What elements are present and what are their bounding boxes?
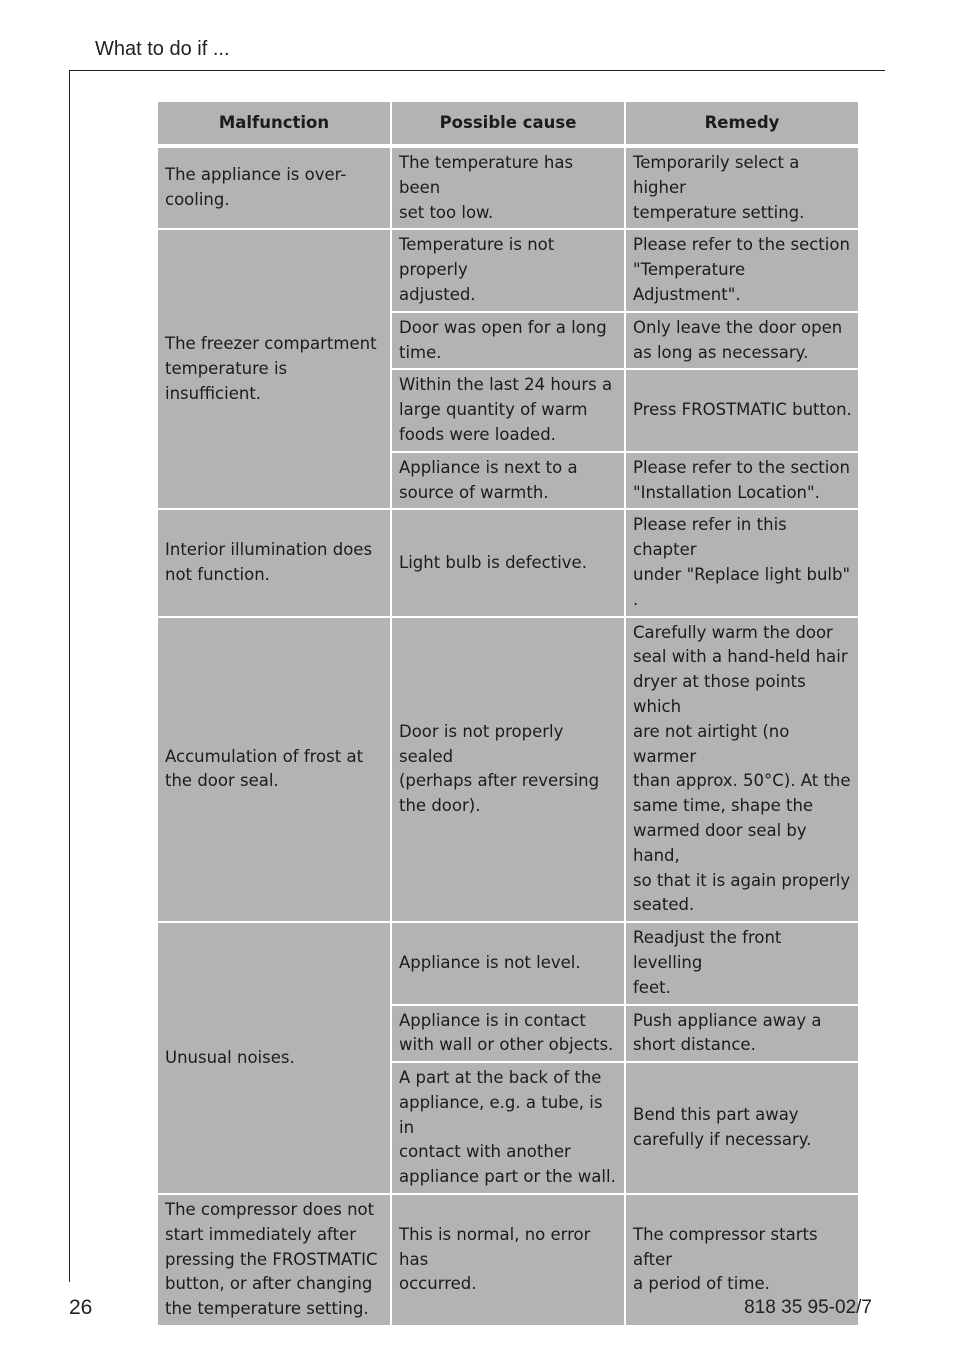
remedy-cell: Please refer to the section "Installation Location". — [626, 453, 858, 509]
cause-cell: Temperature is not properly adjusted. — [392, 230, 624, 310]
remedy-cell: Push appliance away a short distance. — [626, 1006, 858, 1062]
header-rule — [69, 70, 885, 71]
table-body — [158, 146, 858, 1325]
malfunction-cell: Unusual noises. — [158, 923, 390, 1193]
table-row — [158, 923, 858, 1003]
header-remedy: Remedy — [626, 102, 858, 144]
cause-cell: Door was open for a long time. — [392, 313, 624, 369]
page-header-title: What to do if ... — [95, 38, 230, 60]
remedy-cell: Please refer to the section "Temperature Adjustment". — [626, 230, 858, 310]
malfunction-cell: The freezer compartment temperature is insufficient. — [158, 230, 390, 508]
troubleshooting-table — [156, 100, 860, 1327]
header-possible-cause: Possible cause — [392, 102, 624, 144]
cause-cell: This is normal, no error has occurred. — [392, 1195, 624, 1325]
table-header-row — [158, 102, 858, 144]
remedy-cell: Only leave the door open as long as necessary. — [626, 313, 858, 369]
cause-cell: Light bulb is defective. — [392, 510, 624, 615]
troubleshooting-table-container — [156, 100, 860, 1327]
cause-cell: Appliance is in contact with wall or other objects. — [392, 1006, 624, 1062]
cause-cell: Door is not properly sealed (perhaps after reversing the door). — [392, 618, 624, 922]
remedy-cell: Bend this part away carefully if necessary. — [626, 1063, 858, 1193]
page-number: 26 — [69, 1296, 93, 1319]
remedy-cell: Readjust the front levelling feet. — [626, 923, 858, 1003]
table-row — [158, 148, 858, 228]
cause-cell: Appliance is next to a source of warmth. — [392, 453, 624, 509]
margin-rule — [69, 70, 70, 1282]
table-row — [158, 510, 858, 615]
document-code: 818 35 95-02/7 — [744, 1297, 872, 1318]
remedy-cell: Please refer in this chapter under "Replace light bulb" . — [626, 510, 858, 615]
malfunction-cell: The appliance is over- cooling. — [158, 148, 390, 228]
cause-cell: Appliance is not level. — [392, 923, 624, 1003]
remedy-cell: The compressor starts after a period of time. — [626, 1195, 858, 1325]
remedy-cell: Carefully warm the door seal with a hand-held hair dryer at those points which are not airtight (no warmer than approx. 50°C). At the same time, shape the warmed door seal by hand, so that it is again properly seated. — [626, 618, 858, 922]
table-row — [158, 618, 858, 922]
cause-cell: A part at the back of the appliance, e.g. a tube, is in contact with another appliance part or the wall. — [392, 1063, 624, 1193]
remedy-cell: Press FROSTMATIC button. — [626, 370, 858, 450]
cause-cell: Within the last 24 hours a large quantity of warm foods were loaded. — [392, 370, 624, 450]
remedy-cell: Temporarily select a higher temperature setting. — [626, 148, 858, 228]
header-malfunction: Malfunction — [158, 102, 390, 144]
cause-cell: The temperature has been set too low. — [392, 148, 624, 228]
malfunction-cell: Interior illumination does not function. — [158, 510, 390, 615]
table-row — [158, 230, 858, 310]
malfunction-cell: The compressor does not start immediately after pressing the FROSTMATIC button, or after changing the temperature setting. — [158, 1195, 390, 1325]
malfunction-cell: Accumulation of frost at the door seal. — [158, 618, 390, 922]
